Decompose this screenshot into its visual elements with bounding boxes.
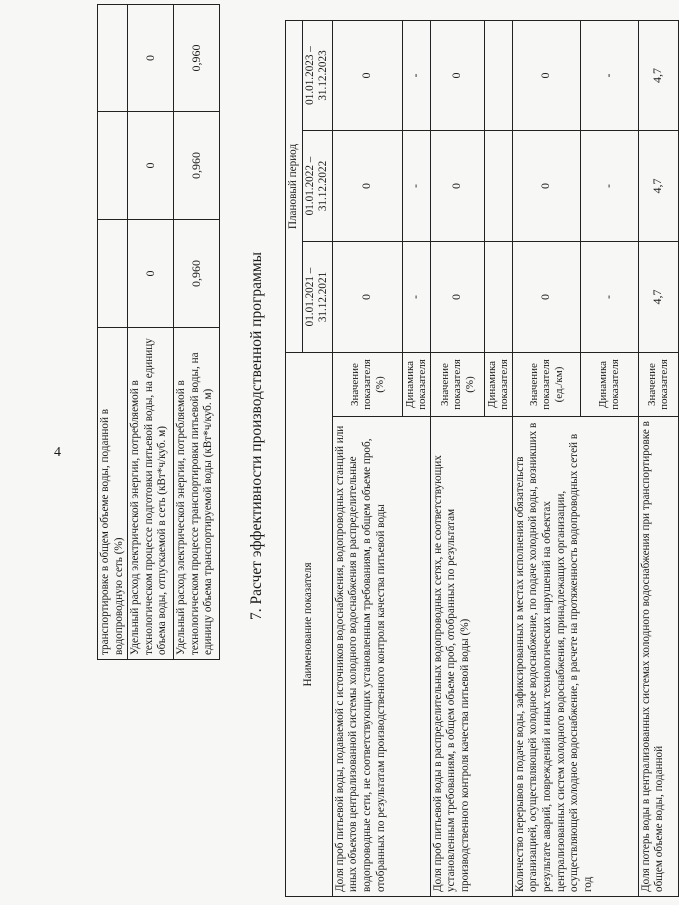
dynamics-cell <box>484 131 512 242</box>
value-cell: 0 <box>128 220 174 328</box>
indicator-name: Количество перерывов в подаче воды, зафиксированных в местах исполнения обязательств организацией, осуществляющей холодное водоснабжение, по подаче холодной воды, возникших в результате аварий, повреждений и иных технологических нарушений на объектах централизованных систем холодного водоснабжения, принадлежащих организации, осуществляющей холодное водоснабжение, в расчете на протяженность водопроводных сетей в год <box>512 417 638 897</box>
table-row <box>430 20 484 896</box>
indicator-name-header: Наименование показателя <box>286 353 333 897</box>
top-table <box>97 4 220 660</box>
value-cell <box>98 112 128 220</box>
value-cell: 0 <box>430 131 484 242</box>
value-cell: 0 <box>128 5 174 112</box>
dynamics-cell <box>484 20 512 130</box>
indicator-name: Доля потерь воды в централизованных системах холодного водоснабжения при транспортировке в общем объеме воды, поданной <box>638 417 678 897</box>
period-header: 01.01.2023 – 31.12.2023 <box>302 20 332 130</box>
value-cell: 0,960 <box>174 220 220 328</box>
dynamics-cell: - <box>580 131 638 242</box>
value-label: Значение показателя (ед./км) <box>512 353 580 417</box>
value-cell: 0 <box>128 112 174 220</box>
period-header: 01.01.2021 – 31.12.2021 <box>302 242 332 353</box>
indicator-name: транспортировке в общем объеме воды, поданной в водопроводную сеть (%) <box>98 328 128 660</box>
value-cell: 0 <box>512 20 580 130</box>
value-cell: 0 <box>332 131 402 242</box>
planned-period-header: Плановый период <box>286 20 303 352</box>
dynamics-cell <box>484 242 512 353</box>
value-cell: 0,960 <box>174 112 220 220</box>
value-cell: 0 <box>332 242 402 353</box>
value-cell: 0 <box>512 131 580 242</box>
dynamics-label: Динамика показателя <box>484 353 512 417</box>
value-cell <box>98 220 128 328</box>
value-cell: 0 <box>332 20 402 130</box>
value-label: Значение показателя (%) <box>332 353 402 417</box>
value-cell: 0 <box>430 20 484 130</box>
table-row <box>128 5 174 660</box>
value-cell: 0 <box>430 242 484 353</box>
table-row <box>98 5 128 660</box>
value-label: Значение показателя <box>638 353 678 417</box>
indicator-name: Удельный расход электрической энергии, потребляемой в технологическом процессе транспортировки питьевой воды, на единицу объема транспортируемой воды (кВт*ч/куб. м) <box>174 328 220 660</box>
dynamics-cell: - <box>402 131 430 242</box>
dynamics-cell: - <box>402 242 430 353</box>
indicator-name: Доля проб питьевой воды в распределительных водопроводных сетях, не соответствующих установленным требованиям, в общем объеме проб, отобранных по результатам производственного контроля качества питьевой воды (%) <box>430 417 512 897</box>
dynamics-cell: - <box>402 20 430 130</box>
efficiency-table <box>285 20 679 897</box>
table-row <box>174 5 220 660</box>
header-row <box>286 20 303 896</box>
indicator-name: Доля проб питьевой воды, подаваемой с источников водоснабжения, водопроводных станций или иных объектов централизованной системы холодного водоснабжения в распределительные водопроводные сети, не соответствующих установленным требованиям, в общем объеме проб, отобранных по результатам производственного контроля качества питьевой воды <box>332 417 430 897</box>
value-cell: 4,7 <box>638 131 678 242</box>
value-cell <box>98 5 128 112</box>
dynamics-label: Динамика показателя <box>580 353 638 417</box>
value-cell: 0 <box>512 242 580 353</box>
value-cell: 4,7 <box>638 20 678 130</box>
dynamics-cell: - <box>580 242 638 353</box>
period-header: 01.01.2022 – 31.12.2022 <box>302 131 332 242</box>
indicator-name: Удельный расход электрической энергии, потребляемой в технологическом процессе подготовки питьевой воды, на единицу объема воды, отпускаемой в сеть (кВт*ч/куб. м) <box>128 328 174 660</box>
page-number: 4 <box>54 445 61 460</box>
dynamics-label: Динамика показателя <box>402 353 430 417</box>
value-cell: 4,7 <box>638 242 678 353</box>
value-label: Значение показателя (%) <box>430 353 484 417</box>
dynamics-cell: - <box>580 20 638 130</box>
section-title: 7. Расчет эффективности производственной программы <box>248 252 265 620</box>
table-row <box>512 20 580 896</box>
table-row <box>638 20 678 896</box>
table-row <box>332 20 402 896</box>
value-cell: 0,960 <box>174 5 220 112</box>
